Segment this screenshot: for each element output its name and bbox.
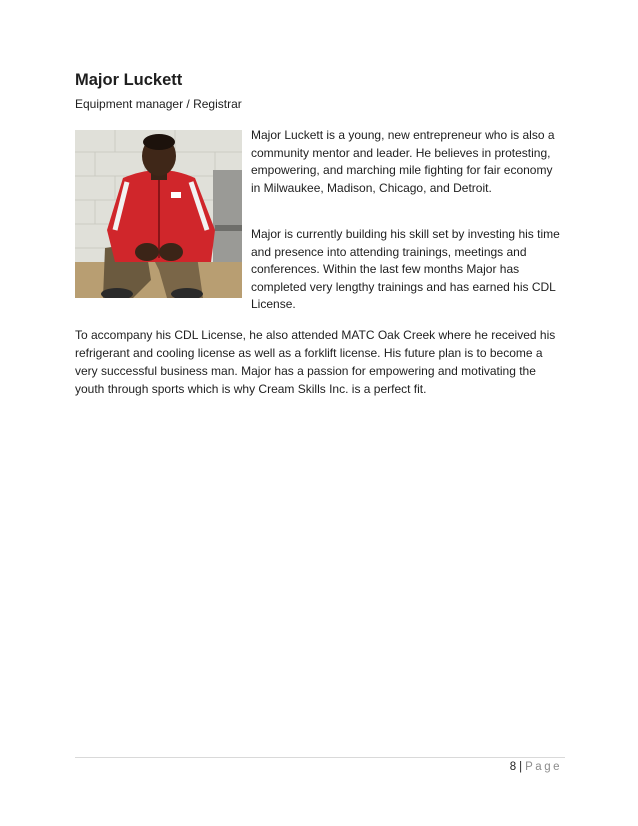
page-number: 8 (509, 761, 517, 773)
main-paragraph: To accompany his CDL License, he also attended MATC Oak Creek where he received his refrigerant and cooling license as well as a forklift license. His future plan is to become a very successful business man. Major has a passion for empowering and motivating the youth through sports which is why Cream Skills Inc. is a perfect fit. (75, 328, 556, 396)
footer-divider (75, 757, 565, 758)
person-role: Equipment manager / Registrar (75, 97, 242, 111)
bio-paragraph-2: Major is currently building his skill set by investing his time and presence into attending trainings, meetings and conferences. Within the last few months Major has completed very lengthy trainings and has earned his CDL License. (251, 227, 560, 311)
footer-separator: | (519, 761, 523, 773)
person-photo (75, 130, 242, 298)
page-label: Page (525, 761, 562, 773)
page-footer (510, 761, 562, 773)
bio-paragraph-1: Major Luckett is a young, new entrepreneur who is also a community mentor and leader. He believes in protesting, empowering, and marching mile fighting for fair economy in Milwaukee, Madison, Chicago, and Detroit. (251, 128, 555, 195)
person-name: Major Luckett (75, 71, 183, 89)
